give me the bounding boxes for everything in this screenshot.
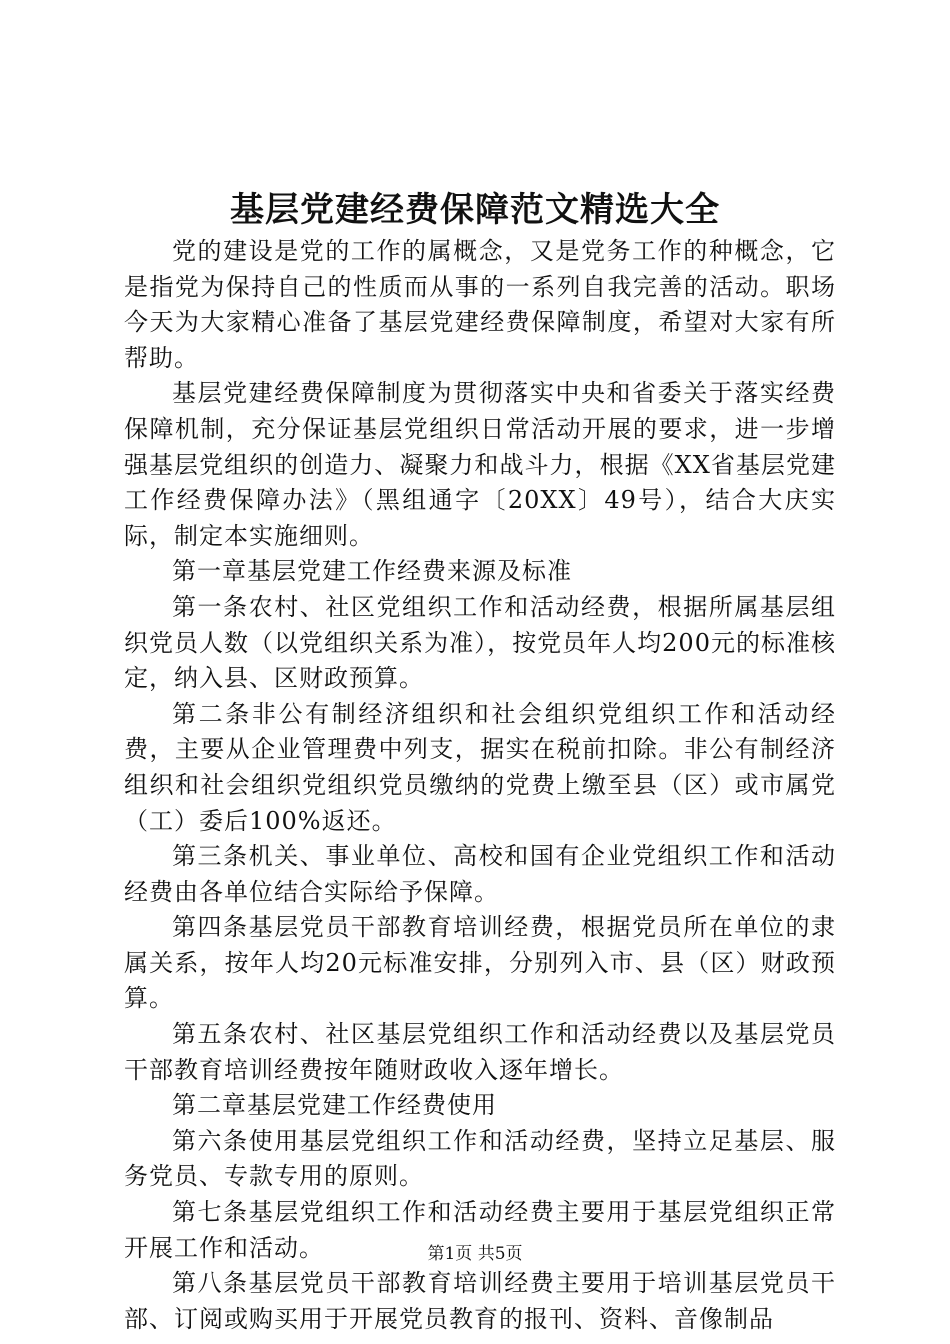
article-4: 第四条基层党员干部教育培训经费，根据党员所在单位的隶属关系，按年人均20元标准安排，分别列入市、县（区）财政预算。 (124, 913, 836, 1013)
article-5: 第五条农村、社区基层党组织工作和活动经费以及基层党员干部教育培训经费按年随财政收入逐年增长。 (124, 1020, 836, 1084)
article-3: 第三条机关、事业单位、高校和国有企业党组织工作和活动经费由各单位结合实际给予保障。 (124, 842, 836, 906)
article-8: 第八条基层党员干部教育培训经费主要用于培训基层党员干部、订阅或购买用于开展党员教育的报刊、资料、音像制品 (124, 1269, 836, 1333)
article-1: 第一条农村、社区党组织工作和活动经费，根据所属基层组织党员人数（以党组织关系为准），按党员年人均200元的标准核定，纳入县、区财政预算。 (124, 592, 836, 693)
paragraph-preamble: 基层党建经费保障制度为贯彻落实中央和省委关于落实经费保障机制，充分保证基层党组织日常活动开展的要求，进一步增强基层党组织的创造力、凝聚力和战斗力，根据《XX省基层党建工作经费保障办法》（黑组通字〔20XX〕49号），结合大庆实际，制定本实施细则。 (124, 379, 836, 550)
paragraph-intro: 党的建设是党的工作的属概念，又是党务工作的种概念，它是指党为保持自己的性质而从事的一系列自我完善的活动。职场今天为大家精心准备了基层党建经费保障制度，希望对大家有所帮助。 (124, 237, 836, 372)
chapter-heading-2: 第二章基层党建工作经费使用 (172, 1091, 497, 1120)
article-7: 第七条基层党组织工作和活动经费主要用于基层党组织正常开展工作和活动。 (124, 1198, 836, 1262)
article-6: 第六条使用基层党组织工作和活动经费，坚持立足基层、服务党员、专款专用的原则。 (124, 1126, 836, 1191)
page-footer: 第1页 共5页 (427, 1244, 523, 1264)
chapter-heading-1: 第一章基层党建工作经费来源及标准 (172, 557, 572, 586)
document-body (124, 234, 836, 1337)
article-2: 第二条非公有制经济组织和社会组织党组织工作和活动经费，主要从企业管理费中列支，据实在税前扣除。非公有制经济组织和社会组织党组织党员缴纳的党费上缴至县（区）或市属党（工）委后100%返还。 (124, 699, 836, 835)
document-title: 基层党建经费保障范文精选大全 (230, 190, 720, 230)
